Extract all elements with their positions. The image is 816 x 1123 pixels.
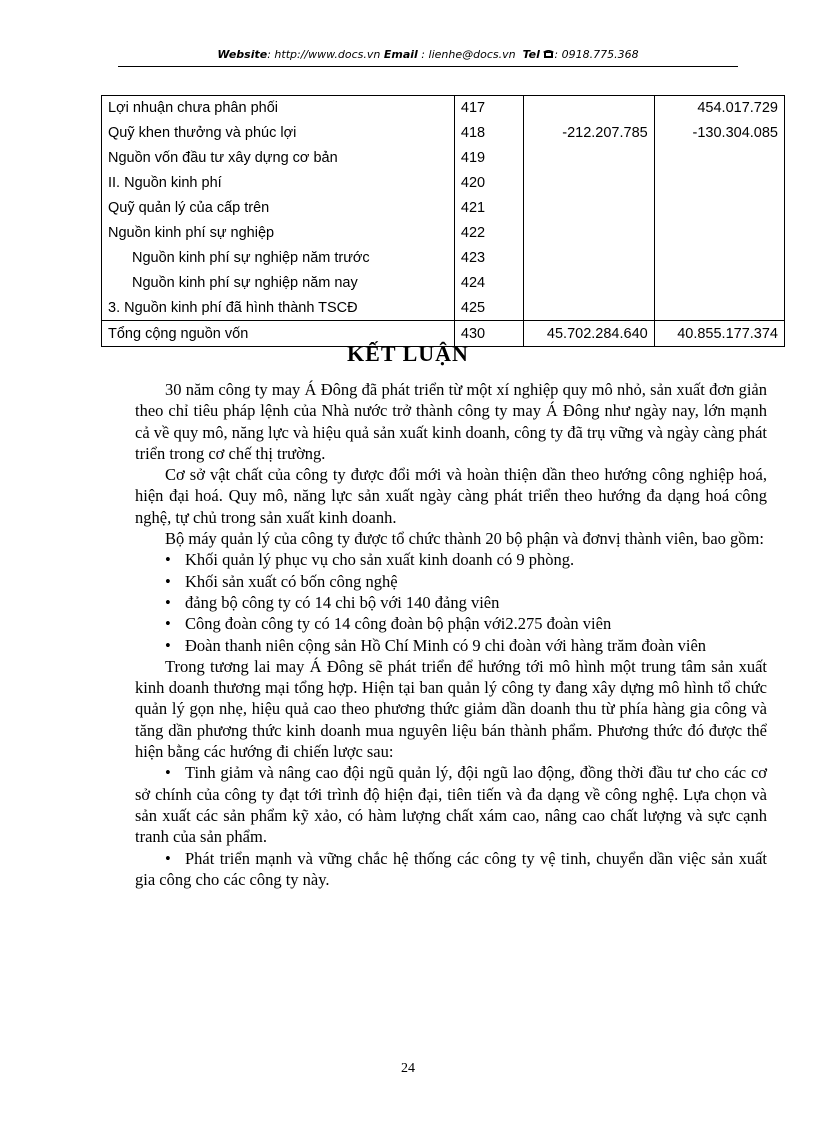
row-label-cell: Nguồn kinh phí sự nghiệp năm nay <box>102 270 455 295</box>
row-value-cell: -212.207.785 <box>524 121 654 146</box>
tel-value: : 0918.775.368 <box>554 48 639 61</box>
row-label-cell: 3. Nguồn kinh phí đã hình thành TSCĐ <box>102 295 455 320</box>
list-item: • Khối quản lý phục vụ cho sản xuất kinh doanh có 9 phòng. <box>165 550 575 570</box>
row-code-cell: 430 <box>454 321 524 347</box>
row-value-cell <box>524 220 654 245</box>
row-value-cell <box>654 270 784 295</box>
row-code-cell: 424 <box>454 270 524 295</box>
row-label-cell: Nguồn vốn đầu tư xây dựng cơ bản <box>102 146 455 171</box>
row-value-cell <box>654 171 784 196</box>
table-row <box>102 146 785 171</box>
row-value-cell <box>524 171 654 196</box>
strategy-list <box>135 762 767 890</box>
row-value-cell <box>654 295 784 320</box>
bullet-icon: • <box>165 614 171 634</box>
table-row <box>102 295 785 320</box>
row-label-cell: Quỹ khen thưởng và phúc lợi <box>102 121 455 146</box>
page-number: 24 <box>401 1061 415 1076</box>
row-code-cell: 421 <box>454 196 524 221</box>
row-code-cell: 420 <box>454 171 524 196</box>
paragraph-4: Trong tương lai may Á Đông sẽ phát triển để hướng tới mô hình một trung tâm sản xuất kinh doanh thương mại tổng hợp. Hiện tại ban quản lý công ty đang xây dựng mô hình tổ chức quản lý gọn nhẹ, hiệu quả cao theo phương thức giảm dần doanh thu từ phía hàng gia công và tăng dần phương thức kinh doanh mua nguyên liệu bán thành phẩm. Phương thức đó được thể hiện bằng các hướng đi chiến lược sau: <box>135 656 767 762</box>
email-label: Email <box>383 48 418 61</box>
structure-list <box>135 549 767 655</box>
row-value-cell: 45.702.284.640 <box>524 321 654 347</box>
row-code-cell: 423 <box>454 245 524 270</box>
page-header <box>118 48 738 61</box>
row-value-cell <box>654 245 784 270</box>
row-label-cell: Nguồn kinh phí sự nghiệp năm trước <box>102 245 455 270</box>
table-row <box>102 220 785 245</box>
bullet-icon: • <box>165 848 171 868</box>
row-code-cell: 425 <box>454 295 524 320</box>
list-item: • Khối sản xuất có bốn công nghệ <box>165 571 398 591</box>
table-row <box>102 245 785 270</box>
row-value-cell: -130.304.085 <box>654 121 784 146</box>
section-title: KẾT LUẬN <box>347 341 469 366</box>
website-label: Website <box>217 48 268 61</box>
tel-label: Tel <box>522 48 540 61</box>
row-value-cell: 454.017.729 <box>654 96 784 121</box>
paragraph-1: 30 năm công ty may Á Đông đã phát triển từ một xí nghiệp quy mô nhỏ, sản xuất đơn giản theo chỉ tiêu pháp lệnh của Nhà nước trở thành công ty may Á Đông như ngày nay, lớn mạnh cả về quy mô, năng lực và hiệu quả sản xuất kinh doanh, công ty đã trụ vững và ngày càng phát triển trong cơ chế thị trường. <box>135 380 767 463</box>
row-value-cell <box>524 245 654 270</box>
row-code-cell: 422 <box>454 220 524 245</box>
list-item: • Tinh giảm và nâng cao đội ngũ quản lý, đội ngũ lao động, đồng thời đầu tư cho các cơ sở chính của công ty đạt tới trình độ hiện đại, tiên tiến và đa dạng về công nghệ. Lựa chọn và sản xuất các sản phẩm kỹ xảo, có hàm lượng chất xám cao, nâng cao chất lượng và sực cạnh tranh của sản phẩm. <box>135 763 767 847</box>
bullet-icon: • <box>165 763 171 783</box>
row-code-cell: 418 <box>454 121 524 146</box>
bullet-icon: • <box>165 592 171 612</box>
row-value-cell <box>524 270 654 295</box>
row-value-cell <box>654 146 784 171</box>
bullet-icon: • <box>165 550 171 570</box>
header-divider <box>118 66 738 67</box>
row-label-cell: Quỹ quản lý của cấp trên <box>102 196 455 221</box>
list-item: • Công đoàn công ty có 14 công đoàn bộ phận với2.275 đoàn viên <box>165 614 612 634</box>
table-row <box>102 96 785 121</box>
row-label-cell: Nguồn kinh phí sự nghiệp <box>102 220 455 245</box>
row-code-cell: 419 <box>454 146 524 171</box>
table-row <box>102 196 785 221</box>
paragraph-2: Cơ sở vật chất của công ty được đổi mới và hoàn thiện dần theo hướng công nghiệp hoá, hiện đại hoá. Quy mô, năng lực sản xuất ngày càng phát triển theo hướng đa dạng hoá công nghệ, tự chủ trong sản xuất kinh doanh. <box>135 465 767 527</box>
row-value-cell <box>524 96 654 121</box>
list-item: • đảng bộ công ty có 14 chi bộ với 140 đảng viên <box>165 592 500 612</box>
table-row <box>102 121 785 146</box>
row-value-cell <box>654 220 784 245</box>
website-value: : http://www.docs.vn <box>267 48 381 61</box>
row-value-cell <box>654 196 784 221</box>
bullet-icon: • <box>165 571 171 591</box>
email-value: : lienhe@docs.vn <box>417 48 516 61</box>
table-row <box>102 270 785 295</box>
paragraph-3: Bộ máy quản lý của công ty được tổ chức thành 20 bộ phận và đơnvị thành viên, bao gồm: <box>165 529 764 549</box>
list-item: • Phát triển mạnh và vững chắc hệ thống các công ty vệ tinh, chuyển dần việc sản xuất gia công cho các công ty này. <box>135 848 767 889</box>
row-label-cell: Lợi nhuận chưa phân phối <box>102 96 455 121</box>
row-value-cell: 40.855.177.374 <box>654 321 784 347</box>
table-row <box>102 171 785 196</box>
balance-sheet-table <box>101 95 785 347</box>
row-value-cell <box>524 196 654 221</box>
phone-icon <box>543 49 554 59</box>
row-code-cell: 417 <box>454 96 524 121</box>
bullet-icon: • <box>165 635 171 655</box>
list-item: • Đoàn thanh niên cộng sản Hồ Chí Minh có 9 chi đoàn với hàng trăm đoàn viên <box>165 635 707 655</box>
row-value-cell <box>524 146 654 171</box>
row-value-cell <box>524 295 654 320</box>
row-label-cell: II. Nguồn kinh phí <box>102 171 455 196</box>
conclusion-body <box>135 379 767 890</box>
row-label-cell: Tổng cộng nguồn vốn <box>102 321 455 347</box>
